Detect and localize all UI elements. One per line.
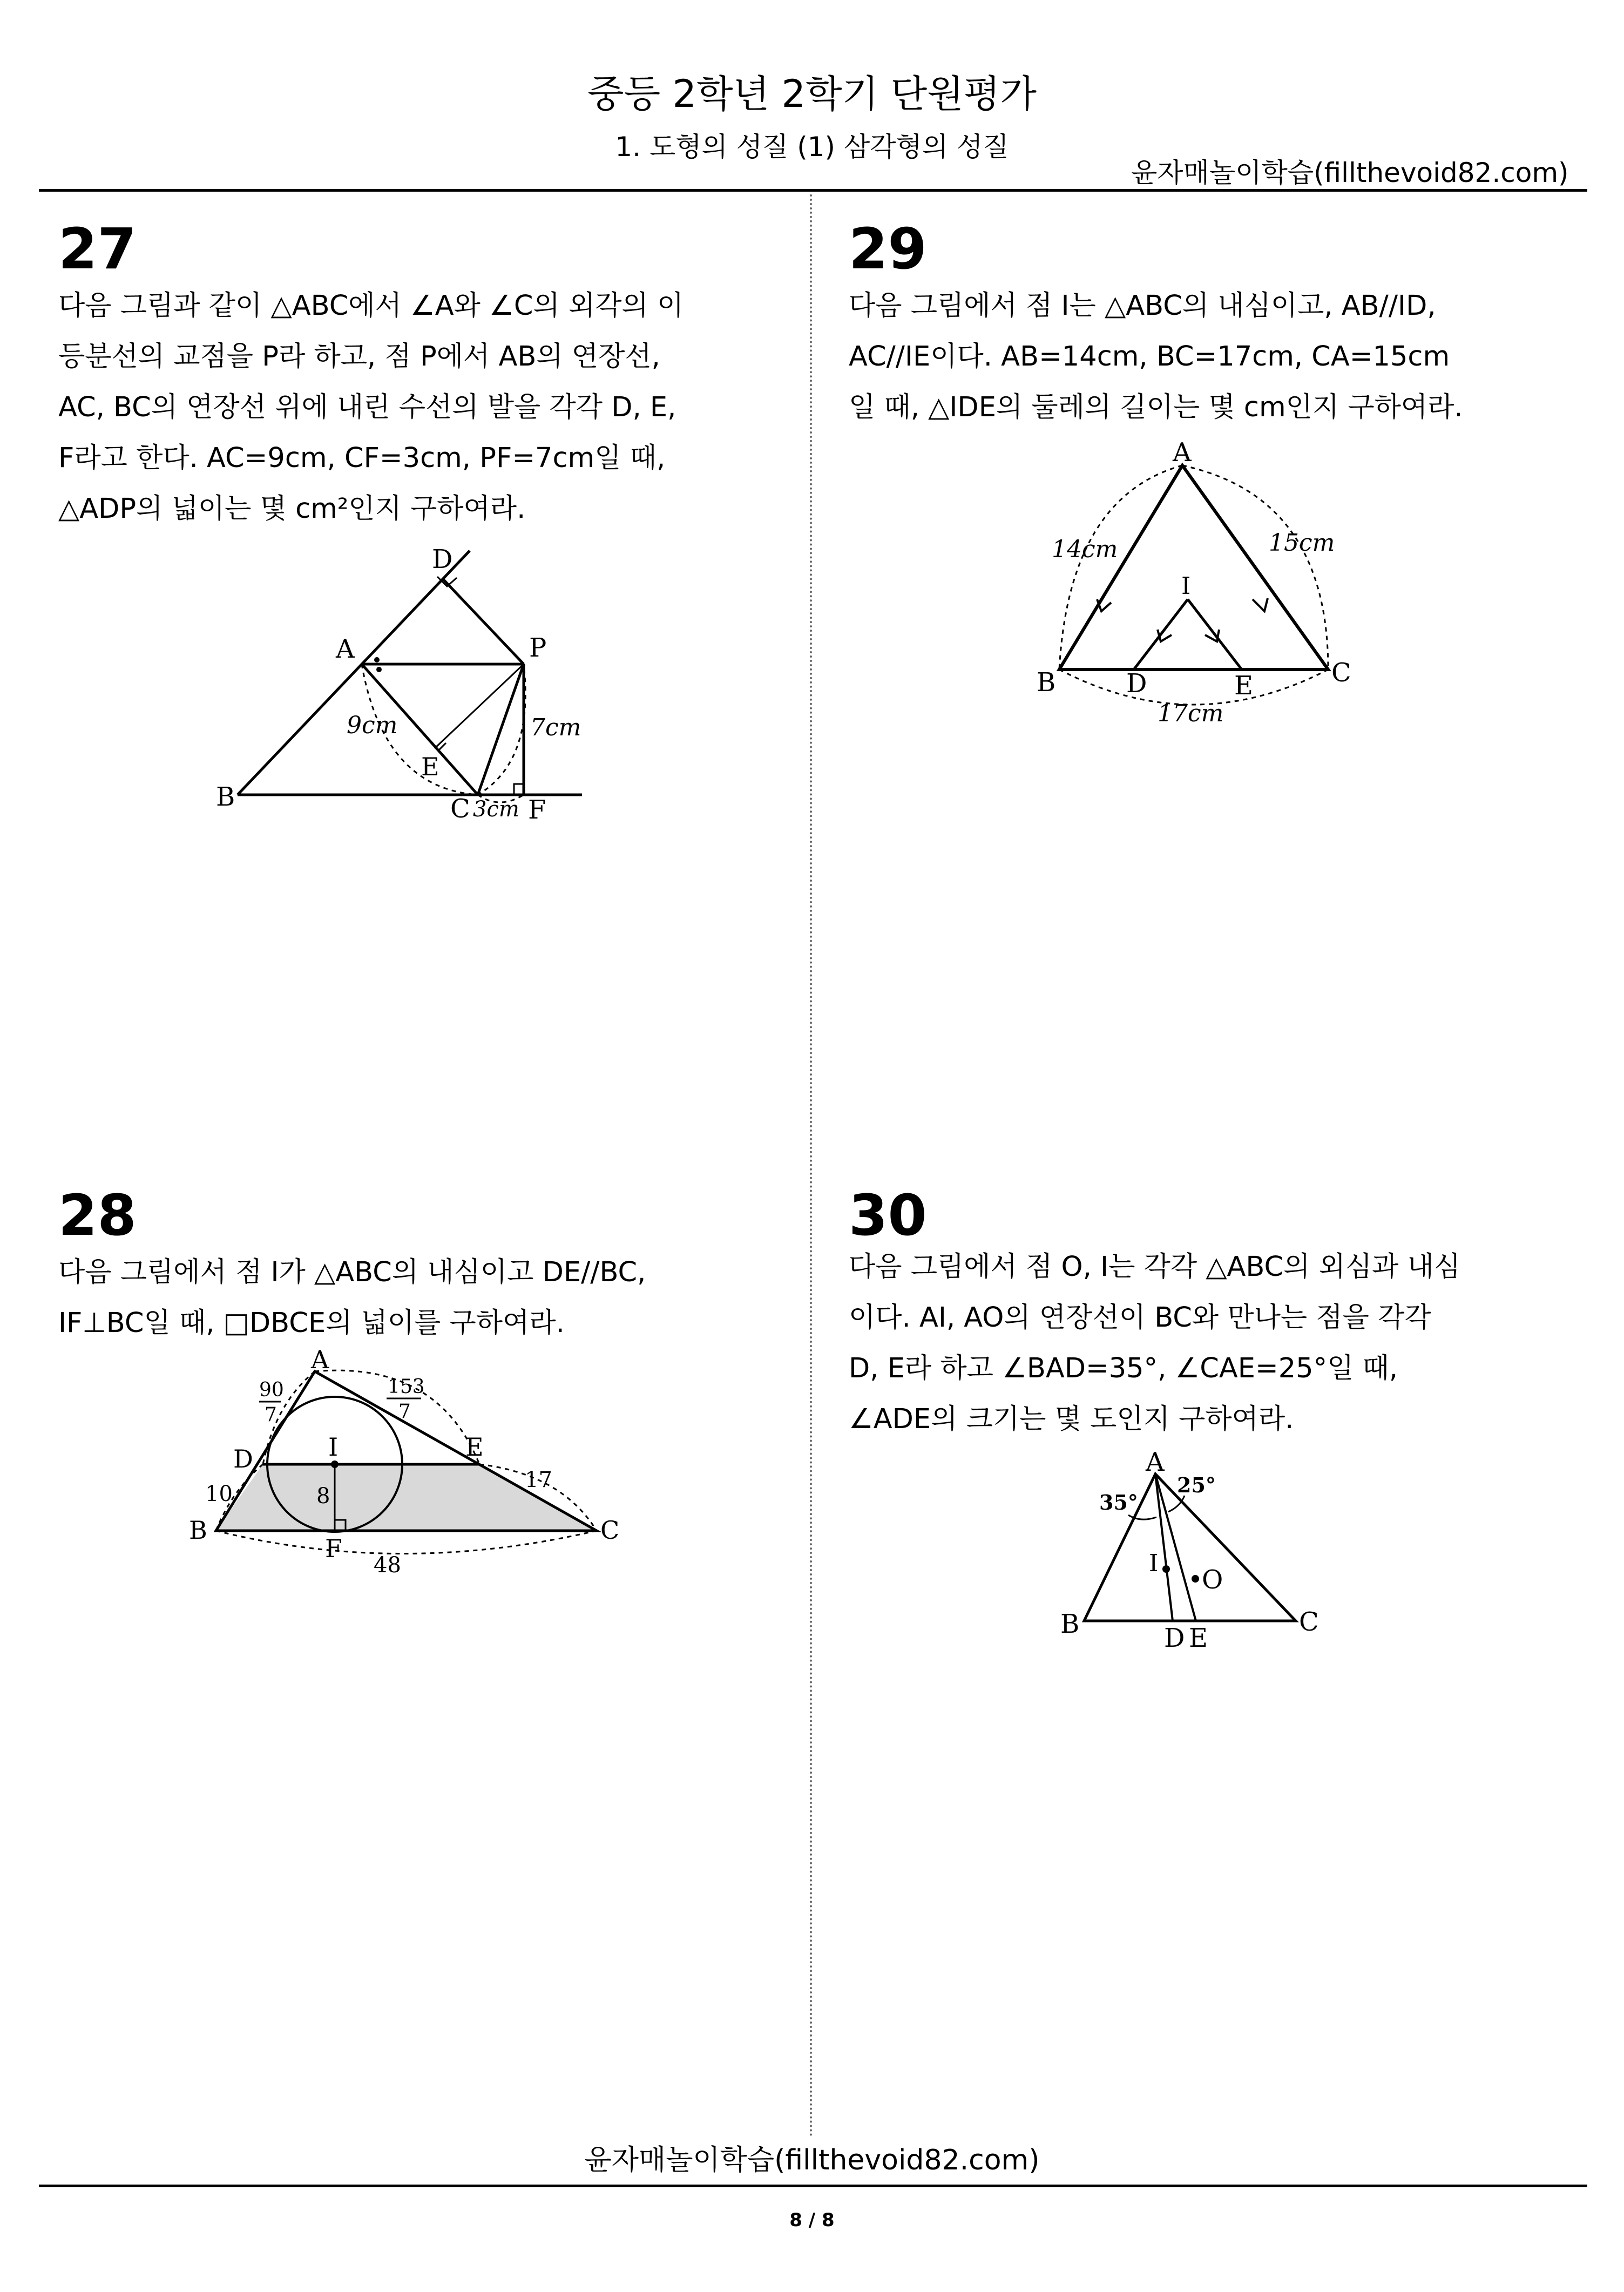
label-c: C <box>600 1516 620 1545</box>
label-a: A <box>311 1350 329 1374</box>
problem-29-line-3: 일 때, △IDE의 둘레의 길이는 몇 cm인지 구하여라. <box>849 391 1463 423</box>
problem-28-number: 28 <box>58 1182 137 1248</box>
label-e: E <box>1234 671 1254 701</box>
label-a: A <box>336 634 355 664</box>
label-a: A <box>1173 437 1192 468</box>
right-angle-f <box>514 784 524 795</box>
problem-28-line-1: 다음 그림에서 점 I가 △ABC의 내심이고 DE//BC, <box>58 1256 646 1288</box>
problem-27-line-3: AC, BC의 연장선 위에 내린 수선의 발을 각각 D, E, <box>58 391 676 423</box>
label-ad-numerator: 90 <box>259 1379 284 1401</box>
label-cf-length: 3cm <box>473 797 519 822</box>
label-ec-length: 17 <box>525 1468 552 1492</box>
line-ie <box>1188 599 1242 670</box>
point-i <box>331 1461 339 1468</box>
arc-bc <box>216 1531 597 1554</box>
problem-30-line-1: 다음 그림에서 점 O, I는 각각 △ABC의 외심과 내심 <box>849 1251 1461 1283</box>
problem-30-line-3: D, E라 하고 ∠BAD=35°, ∠CAE=25°일 때, <box>849 1353 1398 1384</box>
label-d: D <box>432 544 453 574</box>
problem-27-text <box>58 281 684 535</box>
problem-29-text <box>849 281 1463 433</box>
angle-dot-1 <box>374 657 380 662</box>
label-a: A <box>1146 1447 1165 1477</box>
problem-28-line-2: IF⊥BC일 때, □DBCE의 넓이를 구하여라. <box>58 1307 565 1339</box>
label-f: F <box>528 795 546 825</box>
label-b: B <box>189 1516 207 1545</box>
point-o <box>1192 1575 1199 1583</box>
problem-30-line-2: 이다. AI, AO의 연장선이 BC와 만나는 점을 각각 <box>849 1302 1431 1334</box>
label-angle-cae: 25° <box>1177 1473 1216 1497</box>
label-ae-numerator: 153 <box>388 1376 425 1398</box>
label-b: B <box>216 782 235 812</box>
footer-divider <box>39 2185 1587 2187</box>
problem-30-figure <box>1047 1436 1339 1663</box>
triangle-abc <box>1059 465 1328 670</box>
problem-27-line-1: 다음 그림과 같이 △ABC에서 ∠A와 ∠C의 외각의 이 <box>58 290 684 322</box>
site-credit-top: 윤자매놀이학습(fillthevoid82.com) <box>1131 157 1569 188</box>
label-d: D <box>233 1444 253 1473</box>
label-ad-denominator: 7 <box>265 1404 277 1426</box>
problem-29-figure <box>1026 437 1393 740</box>
label-c: C <box>450 794 470 824</box>
arrow-ac <box>1253 598 1268 611</box>
line-dp <box>443 579 524 664</box>
angle-dot-2 <box>376 667 382 672</box>
label-e: E <box>421 752 439 781</box>
label-pf-length: 7cm <box>530 714 581 741</box>
label-i: I <box>328 1432 339 1462</box>
problem-28-figure <box>184 1350 626 1587</box>
site-credit-bottom: 윤자매놀이학습(fillthevoid82.com) <box>584 2144 1040 2176</box>
problem-30-text <box>849 1242 1460 1445</box>
label-d: D <box>1126 668 1147 699</box>
label-f: F <box>325 1534 342 1563</box>
problem-27-line-2: 등분선의 교점을 P라 하고, 점 P에서 AB의 연장선, <box>58 341 660 373</box>
problem-29-number: 29 <box>849 216 927 282</box>
problem-27-number: 27 <box>58 216 137 282</box>
problem-28-text <box>58 1247 646 1349</box>
label-b: B <box>1060 1609 1080 1639</box>
label-bc-length: 17cm <box>1158 700 1224 727</box>
line-ad <box>1155 1474 1173 1621</box>
label-b: B <box>1037 667 1056 698</box>
problem-30-line-4: ∠ADE의 크기는 몇 도인지 구하여라. <box>849 1403 1294 1435</box>
label-if-length: 8 <box>316 1484 330 1509</box>
page-number: 8 / 8 <box>789 2209 835 2231</box>
problem-29-line-2: AC//IE이다. AB=14cm, BC=17cm, CA=15cm <box>849 341 1450 373</box>
point-i <box>1162 1565 1170 1573</box>
label-c: C <box>1331 658 1351 688</box>
label-ab-length: 14cm <box>1052 536 1118 563</box>
problem-29-line-1: 다음 그림에서 점 I는 △ABC의 내심이고, AB//ID, <box>849 290 1436 322</box>
label-i: I <box>1181 572 1191 600</box>
label-angle-bad: 35° <box>1099 1490 1138 1515</box>
column-divider <box>810 194 812 2138</box>
header-divider <box>39 189 1587 192</box>
label-ac-length: 9cm <box>347 712 398 739</box>
problem-30-number: 30 <box>849 1182 927 1248</box>
label-e: E <box>1189 1623 1208 1653</box>
page-title: 중등 2학년 2학기 단원평가 <box>587 72 1037 116</box>
label-d: D <box>1164 1623 1185 1653</box>
label-bc-length: 48 <box>374 1553 401 1578</box>
label-i: I <box>1149 1550 1159 1577</box>
problem-27-line-5: △ADP의 넓이는 몇 cm²인지 구하여라. <box>58 493 526 525</box>
label-p: P <box>529 633 547 663</box>
label-db-length: 10 <box>205 1482 233 1506</box>
label-o: O <box>1202 1565 1223 1595</box>
problem-27-figure <box>205 535 615 837</box>
label-e: E <box>465 1432 484 1462</box>
line-id <box>1134 599 1188 670</box>
problem-27-line-4: F라고 한다. AC=9cm, CF=3cm, PF=7cm일 때, <box>58 442 666 474</box>
label-ca-length: 15cm <box>1269 529 1335 557</box>
label-c: C <box>1299 1607 1319 1637</box>
line-pc <box>478 664 524 795</box>
page-subtitle: 1. 도형의 성질 (1) 삼각형의 성질 <box>615 131 1009 163</box>
label-ae-denominator: 7 <box>398 1401 411 1423</box>
